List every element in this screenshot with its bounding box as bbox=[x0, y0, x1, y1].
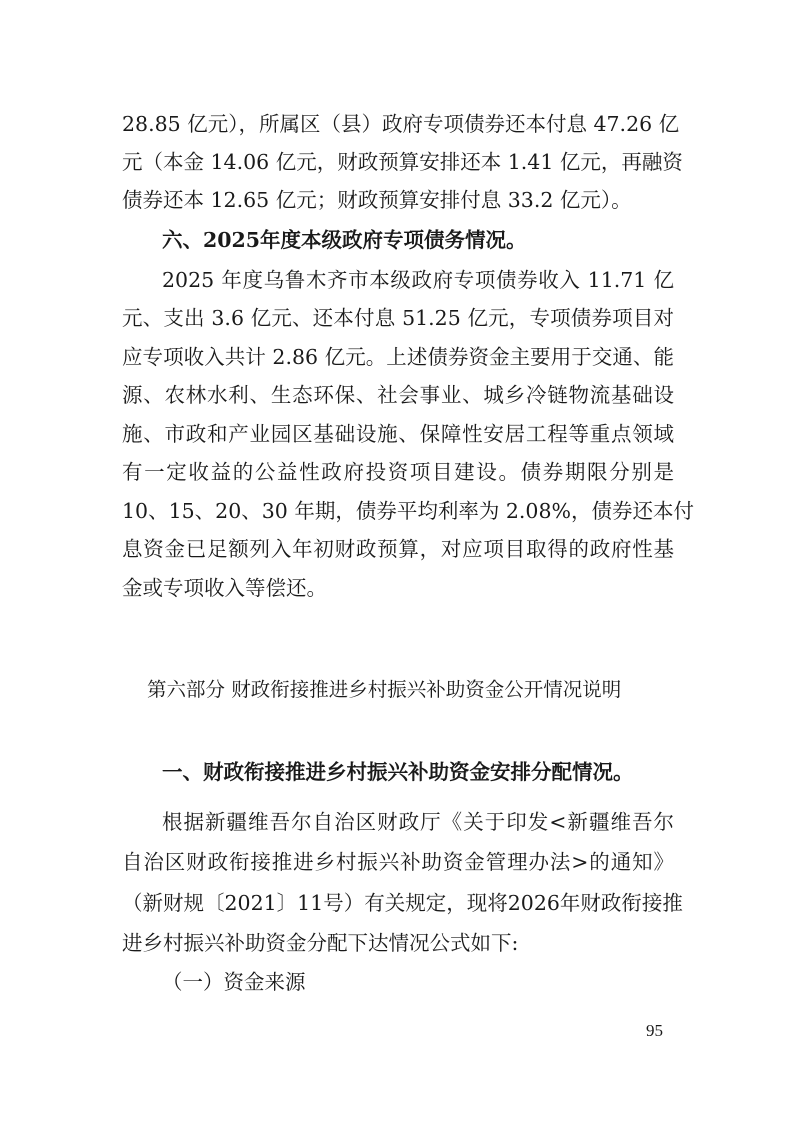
part-title: 第六部分 财政衔接推进乡村振兴补助资金公开情况说明 bbox=[147, 678, 622, 701]
subsection-heading: （一）资金来源 bbox=[162, 970, 306, 994]
paragraph-line: 根据新疆维吾尔自治区财政厅《关于印发<新疆维吾尔 bbox=[162, 810, 674, 834]
paragraph-line: 元、支出 3.6 亿元、还本付息 51.25 亿元，专项债券项目对 bbox=[122, 306, 674, 330]
paragraph-line: 10、15、20、30 年期，债券平均利率为 2.08%，债券还本付 bbox=[122, 499, 694, 523]
paragraph-line: 元（本金 14.06 亿元，财政预算安排还本 1.41 亿元，再融资 bbox=[122, 150, 683, 174]
paragraph-line: 息资金已足额列入年初财政预算，对应项目取得的政府性基 bbox=[122, 537, 674, 561]
paragraph-line: 债券还本 12.65 亿元；财政预算安排付息 33.2 亿元）。 bbox=[122, 188, 632, 212]
paragraph-line: 28.85 亿元），所属区（县）政府专项债券还本付息 47.26 亿 bbox=[122, 112, 680, 136]
paragraph-line: 应专项收入共计 2.86 亿元。上述债券资金主要用于交通、能 bbox=[122, 345, 674, 369]
paragraph-line: 源、农林水利、生态环保、社会事业、城乡冷链物流基础设 bbox=[122, 383, 674, 407]
paragraph-line: 进乡村振兴补助资金分配下达情况公式如下: bbox=[122, 931, 519, 955]
paragraph-line: 有一定收益的公益性政府投资项目建设。债券期限分别是 bbox=[122, 460, 674, 484]
paragraph-line: 2025 年度乌鲁木齐市本级政府专项债券收入 11.71 亿 bbox=[162, 268, 674, 292]
paragraph-line: 金或专项收入等偿还。 bbox=[122, 576, 327, 600]
paragraph-line: 施、市政和产业园区基础设施、保障性安居工程等重点领域 bbox=[122, 422, 674, 446]
page-number: 95 bbox=[646, 1021, 663, 1040]
section-heading-6: 六、2025年度本级政府专项债务情况。 bbox=[162, 228, 527, 252]
paragraph-line: 自治区财政衔接推进乡村振兴补助资金管理办法>的通知》 bbox=[122, 850, 674, 874]
section-heading-1: 一、财政衔接推进乡村振兴补助资金安排分配情况。 bbox=[162, 760, 634, 784]
paragraph-line: （新财规〔2021〕11号）有关规定，现将2026年财政衔接推 bbox=[122, 891, 683, 915]
